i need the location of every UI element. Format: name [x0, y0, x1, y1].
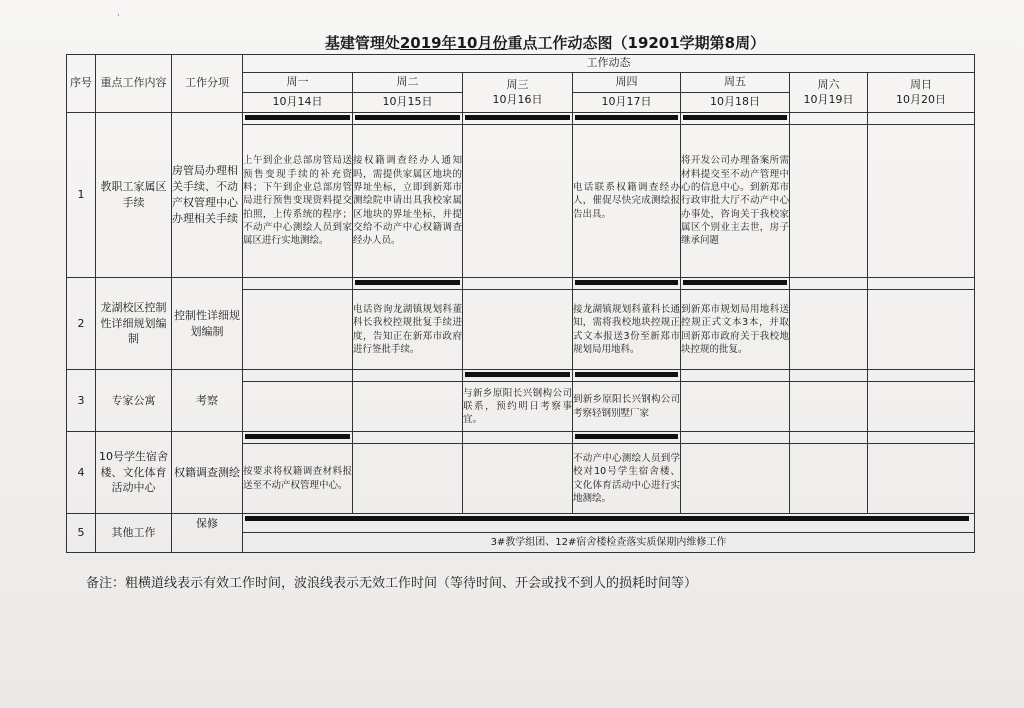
- row1-bar-row: [67, 113, 975, 125]
- row2-thu: 接龙湖镇规划科董科长通知，需将我校地块控规正式文本报送3份至新郑市规划局用地科。: [573, 290, 681, 370]
- effective-time-bar: [245, 516, 969, 521]
- row2-tue-bar: [353, 278, 463, 290]
- row5-span-text: 3#教学组团、12#宿舍楼检查落实质保期内维修工作: [243, 533, 975, 553]
- row5-sub: 保修: [172, 514, 243, 553]
- row2-tue: 电话咨询龙湖镇规划科董科长我校控规批复手续进度，告知正在新郑市政府进行签批手续。: [353, 290, 463, 370]
- row1-thu: 电话联系权籍调查经办人，催促尽快完成测绘报告出具。: [573, 125, 681, 278]
- row1-tue-bar: [353, 113, 463, 125]
- row1-mon-bar: [243, 113, 353, 125]
- row1-fri: 将开发公司办理备案所需材料提交至不动产管理中心的信息中心。到新郑市行政审批大厅不动产中心办事处，咨询关于我校家属区个别业主去世，房子继承问题: [681, 125, 790, 278]
- header-item: 重点工作内容: [96, 55, 172, 113]
- row2-item: 龙湖校区控制性详细规划编制: [96, 278, 172, 370]
- header-day-date-sat: 周六 10月19日: [790, 73, 868, 113]
- effective-time-bar: [465, 115, 570, 120]
- row2-wed-bar: [463, 278, 573, 290]
- row4-item: 10号学生宿舍楼、文化体育活动中心: [96, 432, 172, 514]
- header-day: 周四: [573, 73, 681, 93]
- row5-seq: 5: [67, 514, 96, 553]
- row2-fri: 到新郑市规划局用地科送控规正式文本3本，并取回新郑市政府关于我校地块控规的批复。: [681, 290, 790, 370]
- page-title: 基建管理处2019年10月份重点工作动态图（19201学期第8周）: [324, 34, 766, 52]
- row4-tue-bar: [353, 432, 463, 444]
- header-day-date-wed: 周三 10月16日: [463, 73, 573, 113]
- effective-time-bar: [245, 434, 350, 439]
- row1-tue: 接权籍调查经办人通知吗，需提供家属区地块的界址坐标，立即到新郑市测绘院申请出具我校家属区地块的界址坐标，并提交给不动产中心权籍调查经办人员。: [353, 125, 463, 278]
- row3-seq: 3: [67, 370, 96, 432]
- header-date: 10月14日: [243, 93, 353, 113]
- row1-sat: [790, 125, 868, 278]
- row4-mon-bar: [243, 432, 353, 444]
- effective-time-bar: [355, 280, 460, 285]
- row1-sun: [868, 125, 975, 278]
- row1-sun-bar: [868, 113, 975, 125]
- row3-sub: 考察: [172, 370, 243, 432]
- header-dynamics: 工作动态: [243, 55, 975, 73]
- row1-item: 教职工家属区手续: [96, 113, 172, 278]
- row4-mon: 按要求将权籍调查材料报送至不动产权管理中心。: [243, 444, 353, 514]
- row3-tue-bar: [353, 370, 463, 382]
- row1-fri-bar: [681, 113, 790, 125]
- row2-mon-bar: [243, 278, 353, 290]
- effective-time-bar: [465, 372, 570, 377]
- row3-wed-bar: [463, 370, 573, 382]
- row3-wed: 与新乡原阳长兴钢构公司联系，预约明日考察事宜。: [463, 382, 573, 432]
- row4-wed-bar: [463, 432, 573, 444]
- row3-sat-bar: [790, 370, 868, 382]
- row1-seq: 1: [67, 113, 96, 278]
- row2-sun-bar: [868, 278, 975, 290]
- work-schedule-table: [66, 54, 975, 553]
- row1-wed: [463, 125, 573, 278]
- row1-sat-bar: [790, 113, 868, 125]
- row3-fri: [681, 382, 790, 432]
- header-seq: 序号: [67, 55, 96, 113]
- scan-mark: ˈ: [117, 14, 120, 24]
- row4-sun: [868, 444, 975, 514]
- row3-bar-row: [67, 370, 975, 382]
- row2-sat-bar: [790, 278, 868, 290]
- row2-sun: [868, 290, 975, 370]
- row3-sat: [790, 382, 868, 432]
- row4-bar-row: [67, 432, 975, 444]
- row3-thu: 到新乡原阳长兴钢构公司考察轻钢别墅厂家: [573, 382, 681, 432]
- effective-time-bar: [683, 115, 787, 120]
- row2-fri-bar: [681, 278, 790, 290]
- row3-sun-bar: [868, 370, 975, 382]
- row3-mon: [243, 382, 353, 432]
- effective-time-bar: [245, 115, 350, 120]
- row4-tue: [353, 444, 463, 514]
- row3-thu-bar: [573, 370, 681, 382]
- row2-sat: [790, 290, 868, 370]
- row2-bar-row: [67, 278, 975, 290]
- row2-thu-bar: [573, 278, 681, 290]
- row1-sub: 房管局办理相关手续、不动产权管理中心办理相关手续: [172, 113, 243, 278]
- header-sub: 工作分项: [172, 55, 243, 113]
- row1-mon: 上午到企业总部房管局送预售变现手续的补充资料；下午到企业总部房管局进行预售变现资料提交拍照，上传系统的程序；不动产中心测绘人员到家属区进行实地测绘。: [243, 125, 353, 278]
- header-date: 10月17日: [573, 93, 681, 113]
- row4-wed: [463, 444, 573, 514]
- row4-fri: [681, 444, 790, 514]
- row2-wed: [463, 290, 573, 370]
- effective-time-bar: [683, 280, 787, 285]
- header-date: 10月15日: [353, 93, 463, 113]
- row4-sat: [790, 444, 868, 514]
- row1-wed-bar: [463, 113, 573, 125]
- row4-thu-bar: [573, 432, 681, 444]
- row5-bar-cell: [243, 514, 975, 533]
- row2-seq: 2: [67, 278, 96, 370]
- row4-fri-bar: [681, 432, 790, 444]
- header-row-top: [67, 55, 975, 73]
- header-date: 10月18日: [681, 93, 790, 113]
- row4-thu: 不动产中心测绘人员到学校对10号学生宿舍楼、文化体育活动中心进行实地测绘。: [573, 444, 681, 514]
- row4-sat-bar: [790, 432, 868, 444]
- row2-mon: [243, 290, 353, 370]
- row3-mon-bar: [243, 370, 353, 382]
- row1-thu-bar: [573, 113, 681, 125]
- row3-tue: [353, 382, 463, 432]
- header-day: 周五: [681, 73, 790, 93]
- effective-time-bar: [575, 280, 678, 285]
- row4-sub: 权籍调查测绘: [172, 432, 243, 514]
- row5-item: 其他工作: [96, 514, 172, 553]
- footnote: 备注：粗横道线表示有效工作时间，波浪线表示无效工作时间（等待时间、开会或找不到人的损耗时间等）: [86, 576, 698, 591]
- row4-seq: 4: [67, 432, 96, 514]
- effective-time-bar: [575, 372, 678, 377]
- header-day-date-sun: 周日 10月20日: [868, 73, 975, 113]
- row4-sun-bar: [868, 432, 975, 444]
- effective-time-bar: [575, 434, 678, 439]
- effective-time-bar: [355, 115, 460, 120]
- header-day: 周一: [243, 73, 353, 93]
- header-day: 周二: [353, 73, 463, 93]
- row2-sub: 控制性详细规划编制: [172, 278, 243, 370]
- row3-item: 专家公寓: [96, 370, 172, 432]
- row3-sun: [868, 382, 975, 432]
- row3-fri-bar: [681, 370, 790, 382]
- row5-bar-row: [67, 514, 975, 533]
- effective-time-bar: [575, 115, 678, 120]
